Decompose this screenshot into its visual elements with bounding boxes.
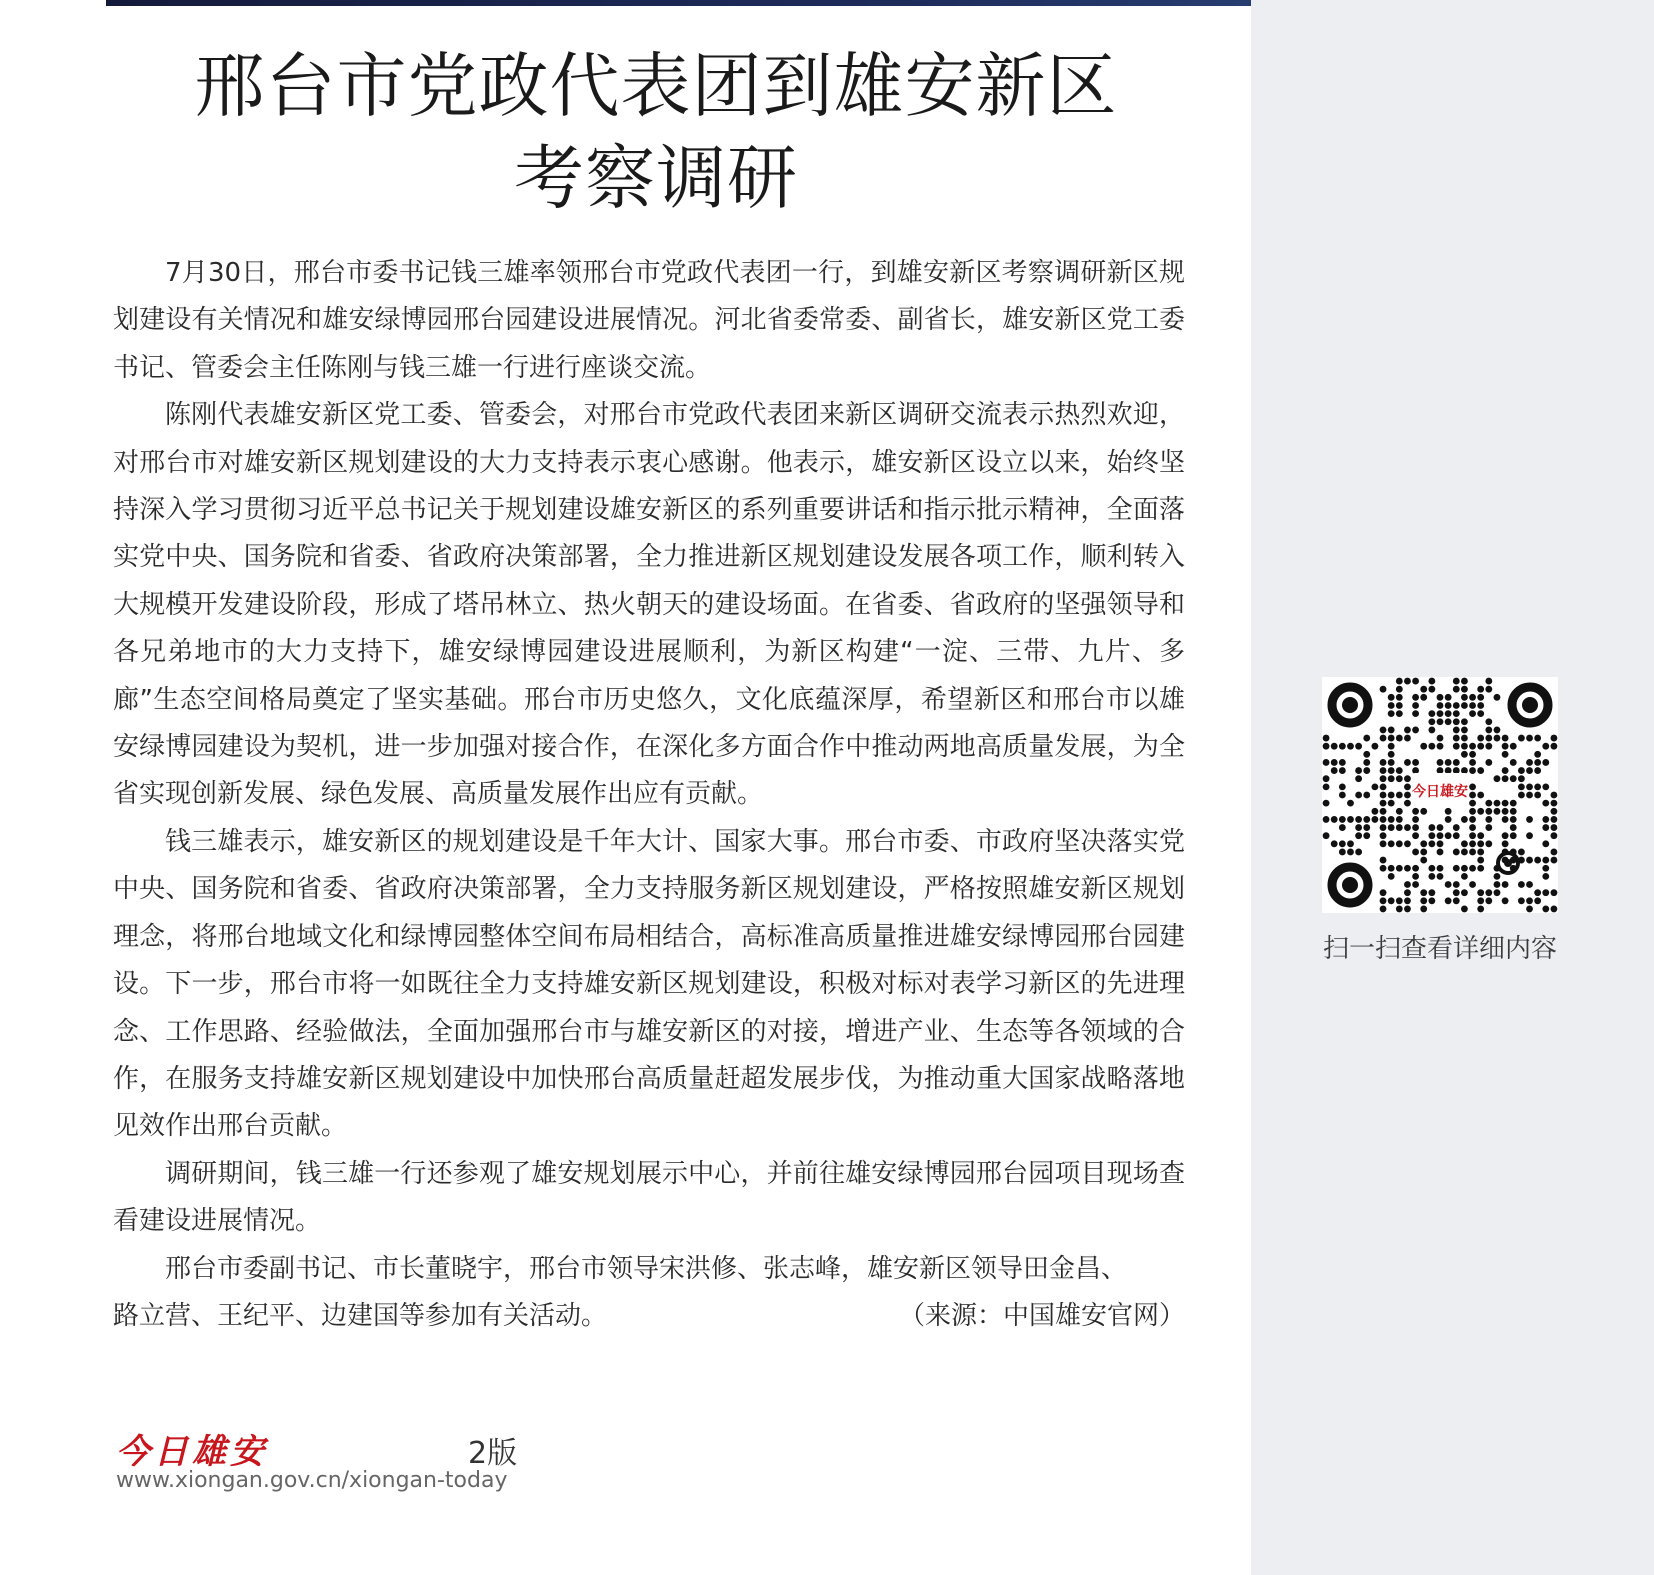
source-attribution: （来源：中国雄安官网） — [898, 1300, 1185, 1331]
qr-code[interactable] — [1322, 677, 1558, 913]
page-footer — [116, 1424, 536, 1504]
qr-code-icon — [1322, 677, 1558, 913]
paragraph-2: 陈刚代表雄安新区党工委、管委会，对邢台市党政代表团来新区调研交流表示热烈欢迎，对邢台市对雄安新区规划建设的大力支持表示衷心感谢。他表示，雄安新区设立以来，始终坚持深入学习贯彻习近平总书记关于规划建设雄安新区的系列重要讲话和指示批示精神，全面落实党中央、国务院和省委、省政府决策部署，全力推进新区规划建设发展各项工作，顺利转入大规模开发建设阶段，形成了塔吊林立、热火朝天的建设场面。在省委、省政府的坚强领导和各兄弟地市的大力支持下，雄安绿博园建设进展顺利，为新区构建“一淀、三带、九片、多廊”生态空间格局奠定了坚实基础。邢台市历史悠久，文化底蕴深厚，希望新区和邢台市以雄安绿博园建设为契机，进一步加强对接合作，在深化多方面合作中推动两地高质量发展，为全省实现创新发展、绿色发展、高质量发展作出应有贡献。 — [113, 400, 1185, 810]
closing-line — [113, 1293, 1185, 1340]
paragraph-5-line-2: 路立营、王纪平、边建国等参加有关活动。 — [113, 1300, 608, 1331]
title-line-2: 考察调研 — [514, 137, 798, 219]
paragraph-1: 7月30日，邢台市委书记钱三雄率领邢台市党政代表团一行，到雄安新区考察调研新区规划建设有关情况和雄安绿博园邢台园建设进展情况。河北省委常委、副省长，雄安新区党工委书记、管委会主任陈刚与钱三雄一行进行座谈交流。 — [113, 258, 1185, 383]
title-line-1: 邢台市党政代表团到雄安新区 — [194, 45, 1118, 127]
paragraph-5 — [113, 1246, 1185, 1293]
page-number: 2版 — [468, 1436, 518, 1471]
brand-logo: 今日雄安 — [116, 1432, 268, 1472]
paragraph-3: 钱三雄表示，雄安新区的规划建设是千年大计、国家大事。邢台市委、市政府坚决落实党中央、国务院和省委、省政府决策部署，全力支持服务新区规划建设，严格按照雄安新区规划理念，将邢台地域文化和绿博园整体空间布局相结合，高标准高质量推进雄安绿博园邢台园建设。下一步，邢台市将一如既往全力支持雄安新区规划建设，积极对标对表学习新区的先进理念、工作思路、经验做法，全面加强邢台市与雄安新区的对接，增进产业、生态等各领域的合作，在服务支持雄安新区规划建设中加快邢台高质量赶超发展步伐，为推动重大国家战略落地见效作出邢台贡献。 — [113, 826, 1185, 1142]
paragraph-4: 调研期间，钱三雄一行还参观了雄安规划展示中心，并前往雄安绿博园邢台园项目现场查看建设进展情况。 — [113, 1158, 1185, 1237]
footer-url[interactable]: www.xiongan.gov.cn/xiongan-today — [116, 1468, 508, 1493]
paragraph-5-line-1: 邢台市委副书记、市长董晓宇，邢台市领导宋洪修、张志峰，雄安新区领导田金昌、 — [165, 1253, 1128, 1284]
qr-center-logo: 今日雄安 — [1412, 784, 1468, 800]
article-body — [113, 250, 1185, 1340]
qr-caption: 扫一扫查看详细内容 — [1322, 934, 1557, 964]
article-title — [106, 40, 1206, 224]
